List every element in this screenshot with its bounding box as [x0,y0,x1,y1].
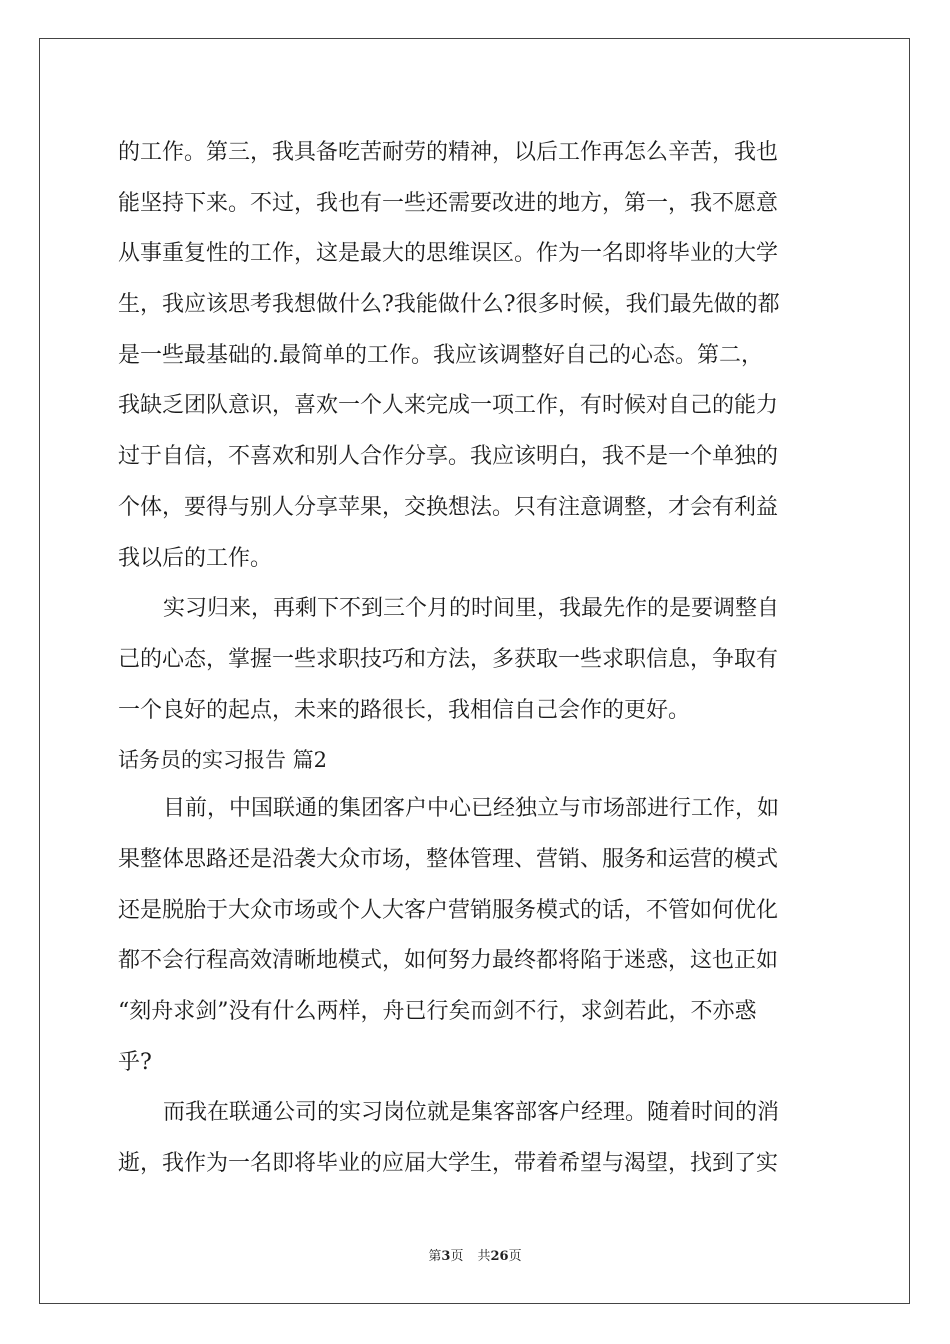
section-heading: 话务员的实习报告 篇2 [118,748,328,773]
text-line: 个体，要得与别人分享苹果，交换想法。只有注意调整，才会有利益 [118,494,779,520]
text-line: 能坚持下来。不过，我也有一些还需要改进的地方，第一，我不愿意 [118,190,779,216]
total-label-prefix: 共 [477,1249,491,1264]
paragraph-first-line: 实习归来，再剩下不到三个月的时间里，我最先作的是要调整自 [163,596,780,622]
paragraph-first-line: 而我在联通公司的实习岗位就是集客部客户经理。随着时间的消 [163,1100,780,1126]
text-line: 果整体思路还是沿袭大众市场，整体管理、营销、服务和运营的模式 [118,846,779,872]
text-line: 己的心态，掌握一些求职技巧和方法，多获取一些求职信息，争取有 [118,646,779,672]
page-label-suffix: 页 [450,1249,464,1264]
text-line: 从事重复性的工作，这是最大的思维误区。作为一名即将毕业的大学 [118,241,779,267]
total-pages: 26 [490,1249,509,1264]
page-label-prefix: 第 [428,1249,442,1264]
text-line: 都不会行程高效清晰地模式，如何努力最终都将陷于迷惑，这也正如 [118,948,779,974]
text-line: 生，我应该思考我想做什么?我能做什么?很多时候，我们最先做的都 [118,292,780,318]
page-number: 3 [441,1249,451,1264]
paragraph-first-line: 目前，中国联通的集团客户中心已经独立与市场部进行工作，如 [163,796,780,822]
text-line: 过于自信，不喜欢和别人合作分享。我应该明白，我不是一个单独的 [118,444,779,470]
text-line: 是一些最基础的.最简单的工作。我应该调整好自己的心态。第二， [118,342,763,368]
text-line: 乎? [118,1049,152,1075]
text-line: 逝，我作为一名即将毕业的应届大学生，带着希望与渴望，找到了实 [118,1151,779,1177]
text-line: 我以后的工作。 [118,545,273,571]
total-label-suffix: 页 [508,1249,522,1264]
text-line: “刻舟求剑”没有什么两样，舟已行矣而剑不行，求剑若此，不亦惑 [118,999,757,1024]
document-body [118,128,834,1190]
page-footer [0,1247,950,1267]
text-line: 还是脱胎于大众市场或个人大客户营销服务模式的话，不管如何优化 [118,897,779,923]
text-line: 的工作。第三，我具备吃苦耐劳的精神，以后工作再怎么辛苦，我也 [118,140,779,165]
text-line: 我缺乏团队意识，喜欢一个人来完成一项工作，有时候对自己的能力 [118,393,779,419]
text-line: 一个良好的起点，未来的路很长，我相信自己会作的更好。 [118,697,691,723]
